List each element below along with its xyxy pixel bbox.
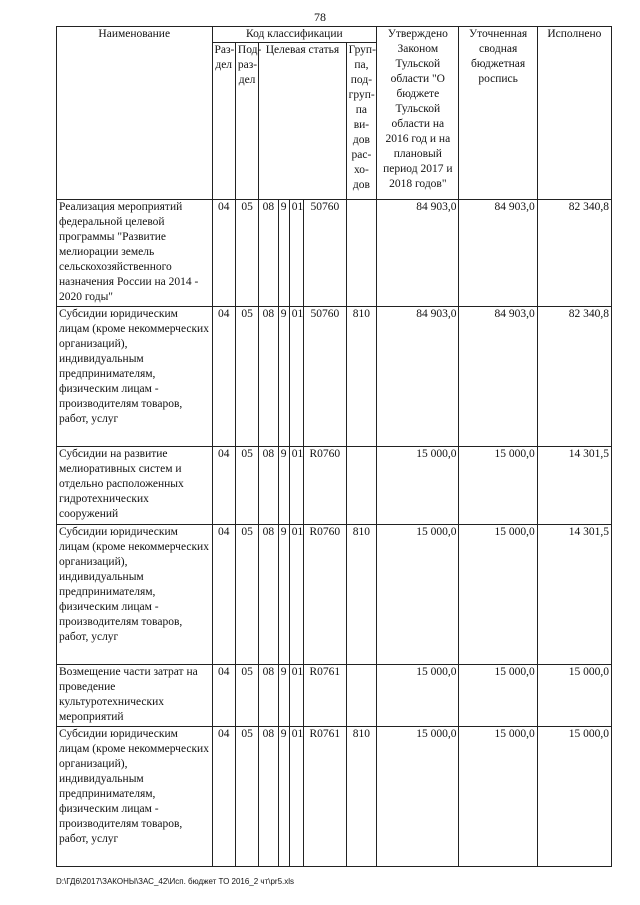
row-group — [346, 665, 377, 727]
row-executed: 14 301,5 — [537, 525, 611, 665]
row-name: Субсидии юридическим лицам (кроме некоммерческих организаций), индивидуальным предпринимателям, физическим лицам - производителям товаров, работ, услуг — [57, 727, 213, 867]
header-section: Раз-дел — [212, 43, 235, 200]
row-name: Реализация мероприятий федеральной целевой программы "Развитие мелиорации земель сельскохозяйственного назначения России на 2014 - 2020 годы" — [57, 200, 213, 307]
row-target-subprogram: 01 — [289, 727, 303, 867]
row-refined: 15 000,0 — [459, 447, 537, 525]
header-subsection: Под-раз-дел — [235, 43, 258, 200]
row-executed: 15 000,0 — [537, 727, 611, 867]
row-target-type: 9 — [278, 727, 289, 867]
row-refined: 15 000,0 — [459, 525, 537, 665]
row-target-subprogram: 01 — [289, 447, 303, 525]
row-executed: 82 340,8 — [537, 200, 611, 307]
row-target-program: 08 — [259, 307, 278, 447]
row-target-type: 9 — [278, 665, 289, 727]
row-target-subprogram: 01 — [289, 525, 303, 665]
row-group: 810 — [346, 525, 377, 665]
page-number: 78 — [314, 10, 326, 24]
row-section: 04 — [212, 665, 235, 727]
row-approved: 15 000,0 — [377, 525, 459, 665]
row-target-direction: 50760 — [303, 307, 346, 447]
row-name: Субсидии юридическим лицам (кроме некоммерческих организаций), индивидуальным предпринимателям, физическим лицам - производителям товаров, работ, услуг — [57, 525, 213, 665]
table-row — [57, 665, 612, 727]
row-target-subprogram: 01 — [289, 307, 303, 447]
row-target-program: 08 — [259, 447, 278, 525]
row-refined: 84 903,0 — [459, 307, 537, 447]
row-target-direction: 50760 — [303, 200, 346, 307]
row-target-subprogram: 01 — [289, 665, 303, 727]
row-name: Субсидии юридическим лицам (кроме некоммерческих организаций), индивидуальным предпринимателям, физическим лицам - производителям товаров, работ, услуг — [57, 307, 213, 447]
row-refined: 15 000,0 — [459, 727, 537, 867]
row-section: 04 — [212, 447, 235, 525]
row-executed: 14 301,5 — [537, 447, 611, 525]
row-approved: 15 000,0 — [377, 665, 459, 727]
row-group: 810 — [346, 727, 377, 867]
row-target-type: 9 — [278, 525, 289, 665]
row-target-program: 08 — [259, 665, 278, 727]
row-target-program: 08 — [259, 525, 278, 665]
row-subsection: 05 — [235, 200, 258, 307]
header-target: Целевая статья — [259, 43, 346, 200]
header-executed: Исполнено — [537, 27, 611, 200]
row-group — [346, 447, 377, 525]
row-executed: 82 340,8 — [537, 307, 611, 447]
row-refined: 84 903,0 — [459, 200, 537, 307]
row-refined: 15 000,0 — [459, 665, 537, 727]
row-section: 04 — [212, 727, 235, 867]
row-target-program: 08 — [259, 200, 278, 307]
row-target-type: 9 — [278, 307, 289, 447]
table-row — [57, 200, 612, 307]
header-refined: Уточненная сводная бюджетная роспись — [459, 27, 537, 200]
row-subsection: 05 — [235, 447, 258, 525]
row-name: Возмещение части затрат на проведение культуротехнических мероприятий — [57, 665, 213, 727]
header-name: Наименование — [57, 27, 213, 200]
header-code-group: Код классификации — [212, 27, 377, 43]
row-target-program: 08 — [259, 727, 278, 867]
row-section: 04 — [212, 525, 235, 665]
row-approved: 15 000,0 — [377, 727, 459, 867]
row-name: Субсидии на развитие мелиоративных систем и отдельно расположенных гидротехнических сооружений — [57, 447, 213, 525]
table-row — [57, 447, 612, 525]
row-group: 810 — [346, 307, 377, 447]
header-approved: Утверждено Законом Тульской области "О бюджете Тульской области на 2016 год и на плановый период 2017 и 2018 годов" — [377, 27, 459, 200]
row-target-direction: R0760 — [303, 525, 346, 665]
row-subsection: 05 — [235, 665, 258, 727]
row-target-subprogram: 01 — [289, 200, 303, 307]
row-subsection: 05 — [235, 727, 258, 867]
header-group: Груп-па, под-груп-па ви-дов рас-хо-дов — [346, 43, 377, 200]
row-target-direction: R0761 — [303, 665, 346, 727]
table-row — [57, 525, 612, 665]
row-target-direction: R0761 — [303, 727, 346, 867]
row-group — [346, 200, 377, 307]
row-approved: 15 000,0 — [377, 447, 459, 525]
row-target-type: 9 — [278, 200, 289, 307]
table-row — [57, 727, 612, 867]
row-section: 04 — [212, 307, 235, 447]
row-executed: 15 000,0 — [537, 665, 611, 727]
row-target-direction: R0760 — [303, 447, 346, 525]
row-section: 04 — [212, 200, 235, 307]
row-subsection: 05 — [235, 307, 258, 447]
row-subsection: 05 — [235, 525, 258, 665]
row-approved: 84 903,0 — [377, 307, 459, 447]
budget-table — [56, 26, 612, 867]
row-target-type: 9 — [278, 447, 289, 525]
file-path-footer: D:\ГД6\2017\ЗАКОНЫ\ЗАС_42\Исп. бюджет ТО 2016_2 чт\pr5.xls — [56, 877, 295, 886]
table-row — [57, 307, 612, 447]
row-approved: 84 903,0 — [377, 200, 459, 307]
